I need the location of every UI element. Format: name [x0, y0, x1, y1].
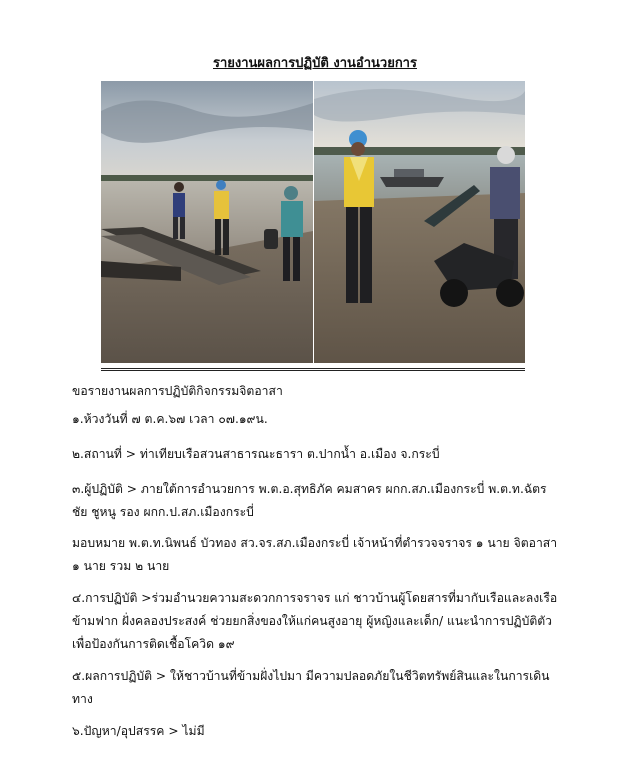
item-actions: ๔.การปฏิบัติ >ร่วมอำนวยความสะดวกการจราจร แก่ ชาวบ้านผู้โดยสารที่มากับเรือและลงเรือข้ามฟาก ฝั่งคลองประสงค์ ช่วยยกสิ่งของให้แก่คนสูงอายุ ผู้หญิงและเด็ก/ แนะนำการปฏิบัติตัว เพื่อป้องกันการติดเชื้อโควิด ๑๙ [72, 591, 558, 651]
item-operators: ๓.ผู้ปฏิบัติ > ภายใต้การอำนวยการ พ.ต.อ.สุทธิภัค คมสาคร ผกก.สภ.เมืองกระบี่ พ.ต.ท.ฉัตรชัย ชูหนู รอง ผกก.ป.สภ.เมืองกระบี่ [72, 482, 547, 519]
item-results: ๕.ผลการปฏิบัติ > ให้ชาวบ้านที่ข้ามฝั่งไปมา มีความปลอดภัยในชีวิตทรัพย์สินและในการเดินทาง [72, 669, 550, 706]
item-assignment: มอบหมาย พ.ต.ท.นิพนธ์ บัวทอง สว.จร.สภ.เมืองกระบี่ เจ้าหน้าที่ตำรวจจราจร ๑ นาย จิตอาสา ๑ นาย รวม ๒ นาย [72, 536, 558, 573]
boat-pier-motorbike-photo [314, 81, 525, 363]
photo-strip [101, 81, 525, 371]
item-date-time: ๑.ห้วงวันที่ ๗ ต.ค.๖๗ เวลา ๐๗.๑๙น. [72, 412, 268, 426]
riverside-boat-ramp-photo [101, 81, 313, 363]
item-location: ๒.สถานที่ > ท่าเทียบเรือสวนสาธารณะธารา ต.ปากน้ำ อ.เมือง จ.กระบี่ [72, 447, 440, 461]
item-problems: ๖.ปัญหา/อุปสรรค > ไม่มี [72, 724, 205, 738]
report-title: รายงานผลการปฏิบัติ งานอำนวยการ [213, 56, 417, 71]
report-intro: ขอรายงานผลการปฏิบัติกิจกรรมจิตอาสา [72, 384, 283, 398]
